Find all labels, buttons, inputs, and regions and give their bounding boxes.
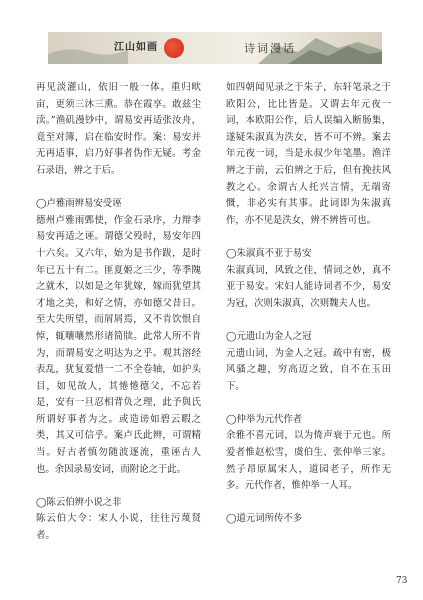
paragraph: 朱淑真词，风致之佳，情词之妙，真不亚于易安。宋妇人能诗词者不少，易安为冠，次则朱淑真，次则魏夫人也。	[226, 264, 391, 309]
paragraph: 德州卢雅雨鄄使，作金石录序，力辩李易安再适之诬。谓德父殁时，易安年四十六矣。又六年，始为是书作跋，是时年已五十有二。匪夏姬之三少，等季隗之就木，以如是之年犹嫁，嫁而犹望其才地之美，和好之情，亦如德父昔日。至大失所望，而屑屑焉，又不肯饮恨自悼，辄嚷嚷然形诸简牍。此常人所不肯为，而谓易安之明达为之乎。观其溶经表乱，犹复爱惜一二不全卷轴，如护头目，如见故人，其惓惓德父，不忘若是，安有一旦忍相背负之理，此予與氏所谓好事者为之。或造谤如碧云暇之类，其又可信乎。案卢氏此辨，可谓精当。好古者慎勿随波逐流，重诬古人也。余因录易安词，而附论之于此。	[36, 214, 201, 475]
section-heading: ◯元遗山为金人之冠	[226, 330, 312, 342]
paragraph: 陈云伯大令：宋人小说，往往污蔑贤者。	[36, 513, 201, 542]
paragraph: 再见淡灌山，依旧一般一体。重归畎亩，更须三沐三熏。恭在霞享。敢兹尘渎。”渔矶漫钞中，谓易安再适张汝舟，竟至对簿，启在临安时作。案：易安并无再适事，启乃好事者伪作无疑。考金石录语，辨之于后。	[36, 82, 201, 176]
header-brand: 江山如画	[114, 42, 158, 53]
section-heading: ◯道元词所传不多	[226, 513, 303, 525]
section-heading: ◯陈云伯辨小说之非	[36, 496, 122, 508]
page-number: 73	[396, 576, 408, 586]
left-column	[36, 80, 201, 545]
paragraph: 元遗山词，为金人之冠。疏中有密，极风骚之趣，穷高迈之致，自不在玉田下。	[226, 347, 391, 392]
header-title: 诗词漫话	[244, 42, 296, 55]
section-heading: ◯朱淑真不亚于易安	[226, 247, 312, 259]
section-heading: ◯仲举为元代作者	[226, 413, 303, 425]
header-banner	[48, 32, 382, 64]
right-column	[226, 80, 391, 528]
paragraph: 如四朝闻见录之于朱子，东轩笔录之于欧阳公，比比皆是。又谓去年元夜一词，本欧阳公作，后人误编入断肠集，遂疑朱淑真为泆女，皆不可不辨。案去年元夜一词，当是永叔少年笔墨。渔洋辨之于前，云伯辨之于后，但有挽扶风教之心。余谓古人托兴言情，无端寄慨，非必实有其事。此词即为朱淑真作，亦不见是泆女，辨不辨皆可也。	[226, 82, 391, 226]
paragraph: 余雅不喜元词，以为倚声衰于元也。所爱者惟赵松雪，虞伯生、张仲举三家。然子昂原属宋人，道园老子，所作无多。元代作者，惟仲举一人耳。	[226, 430, 391, 492]
mountain-landscape-icon	[48, 32, 382, 64]
red-sun-icon	[164, 38, 184, 58]
section-heading: ◯卢雅雨辨易安受诬	[36, 198, 122, 210]
